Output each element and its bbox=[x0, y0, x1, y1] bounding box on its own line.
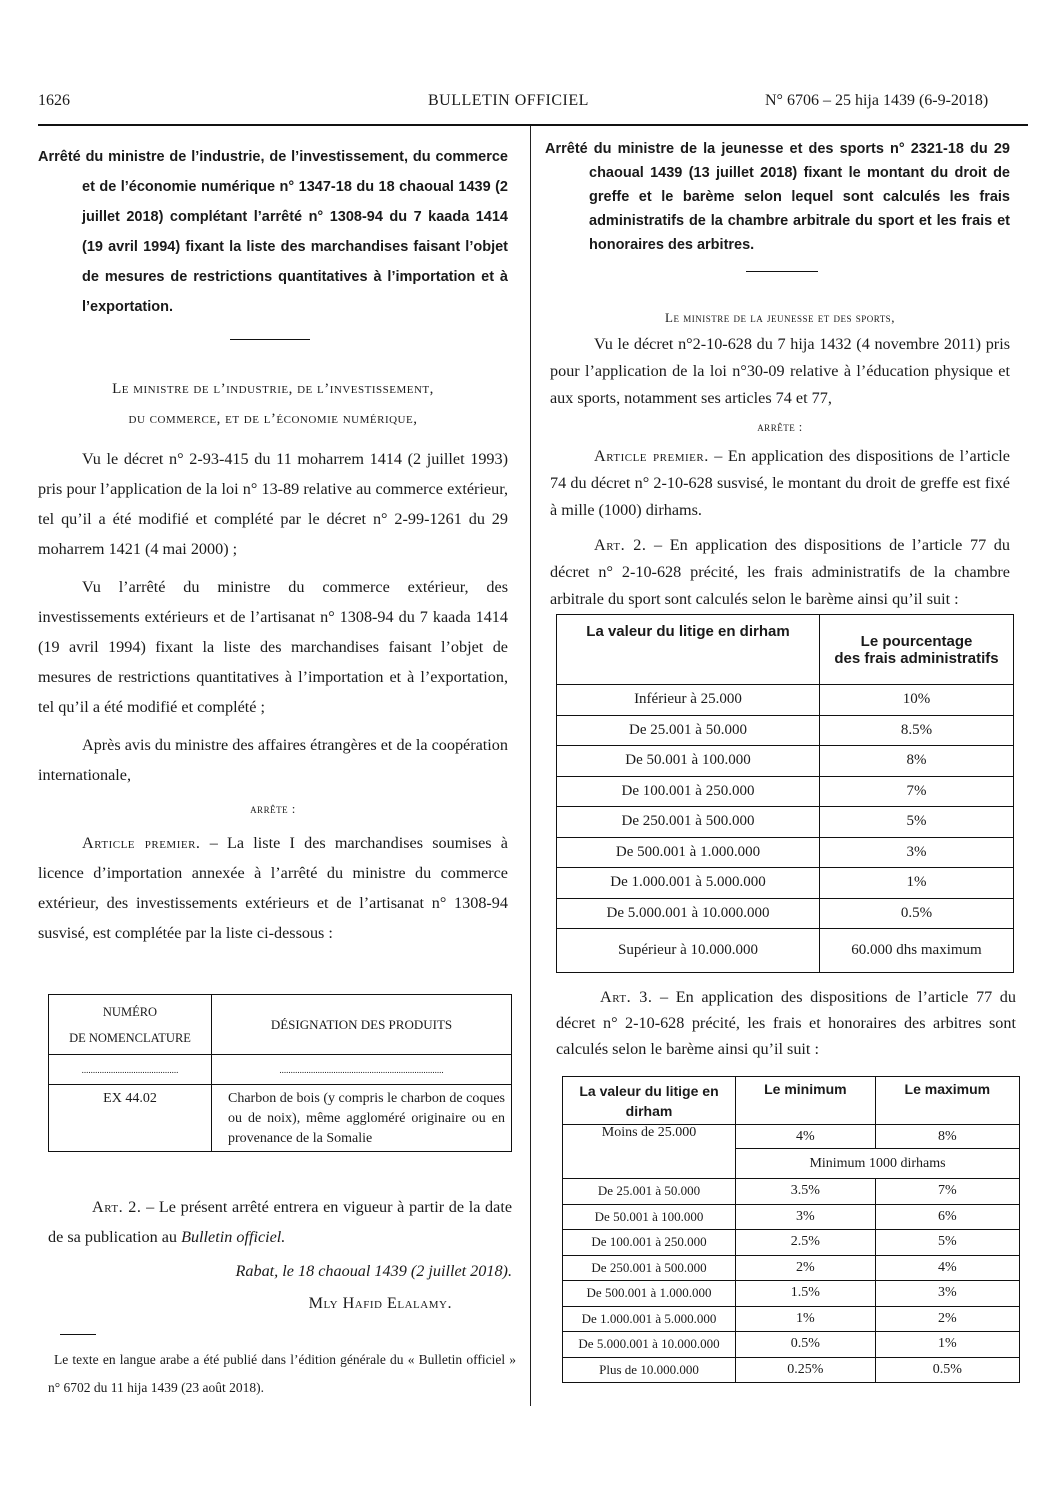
right-title-separator bbox=[746, 271, 818, 272]
right-art2-label: Art. 2. bbox=[594, 536, 647, 554]
maximum-cell: 3% bbox=[875, 1281, 1019, 1307]
minimum-cell: 2% bbox=[736, 1255, 876, 1281]
minimum-cell: 1% bbox=[736, 1306, 876, 1332]
table-row bbox=[557, 776, 1014, 807]
table-row bbox=[563, 1179, 1020, 1205]
right-para-decret: Vu le décret n°2-10-628 du 7 hija 1432 (4 novembre 2011) pris pour l’application de la loi n°30-09 relative à l’éducation physique et aux sports, notamment ses articles 74 et 77, bbox=[550, 335, 1010, 407]
left-article-premier bbox=[38, 828, 508, 948]
footnote: Le texte en langue arabe a été publié dans l’édition générale du « Bulletin officiel » n° 6702 du 11 hija 1439 (23 août 2018). bbox=[48, 1352, 516, 1395]
t2-first-label: Moins de 25.000 bbox=[563, 1125, 736, 1179]
table-row bbox=[563, 1306, 1020, 1332]
table-row bbox=[557, 807, 1014, 838]
range-cell: De 25.001 à 50.000 bbox=[557, 715, 820, 746]
table-row bbox=[557, 715, 1014, 746]
products-table bbox=[48, 994, 512, 1152]
maximum-cell: 6% bbox=[875, 1204, 1019, 1230]
left-art1-label: Article premier. bbox=[82, 834, 201, 852]
maximum-cell: 1% bbox=[875, 1332, 1019, 1358]
percentage-cell: 5% bbox=[820, 807, 1014, 838]
place-date: Rabat, le 18 chaoual 1439 (2 juillet 2018). bbox=[235, 1262, 512, 1280]
right-article-premier bbox=[550, 443, 1010, 524]
nomenclature-header-line2: DE NOMENCLATURE bbox=[69, 1030, 191, 1045]
range-cell: De 25.001 à 50.000 bbox=[563, 1179, 736, 1205]
title-separator bbox=[230, 339, 310, 340]
t2-first-max: 8% bbox=[875, 1125, 1019, 1149]
right-art3-text: – En application des dispositions de l’article 77 du décret n° 2-10-628 précité, les frais et honoraires des arbitres sont calculés selon le barème ainsi qu’il suit : bbox=[556, 988, 1016, 1058]
range-cell: De 100.001 à 250.000 bbox=[557, 776, 820, 807]
dots-cell-1: ........................................... bbox=[49, 1055, 212, 1085]
right-body bbox=[550, 304, 1010, 613]
dots-cell-2: ......................................................................... bbox=[212, 1055, 512, 1085]
right-article-3 bbox=[556, 984, 1016, 1062]
range-cell: De 50.001 à 100.000 bbox=[557, 746, 820, 777]
table-row bbox=[563, 1357, 1020, 1383]
minimum-cell: 3% bbox=[736, 1204, 876, 1230]
t1-body bbox=[557, 685, 1014, 973]
range-cell: De 500.001 à 1.000.000 bbox=[563, 1281, 736, 1307]
table-row bbox=[563, 1230, 1020, 1256]
percentage-cell: 8.5% bbox=[820, 715, 1014, 746]
product-designation: Charbon de bois (y compris le charbon de coques ou de noix), même aggloméré originaire ou en provenance de la Somalie bbox=[212, 1085, 512, 1152]
t2-first-min: 4% bbox=[736, 1125, 876, 1149]
left-column bbox=[38, 142, 508, 322]
right-art1-label: Article premier. bbox=[594, 447, 709, 465]
frais-arbitres-table bbox=[562, 1076, 1020, 1383]
maximum-cell: 0.5% bbox=[875, 1357, 1019, 1383]
frais-administratifs-table bbox=[556, 614, 1014, 973]
left-arrete-heading: arrête : bbox=[250, 801, 296, 816]
minimum-cell: 0.25% bbox=[736, 1357, 876, 1383]
t2-header-valeur: La valeur du litige en dirham bbox=[563, 1077, 736, 1125]
header-rule bbox=[38, 124, 1028, 126]
page-number: 1626 bbox=[38, 92, 70, 109]
right-article-3-block bbox=[556, 984, 1016, 1062]
percentage-cell: 1% bbox=[820, 868, 1014, 899]
minimum-cell: 0.5% bbox=[736, 1332, 876, 1358]
table-row bbox=[557, 685, 1014, 716]
minimum-cell: 1.5% bbox=[736, 1281, 876, 1307]
left-authority-line2: du commerce, et de l’économie numérique, bbox=[128, 411, 418, 427]
table-row bbox=[557, 929, 1014, 973]
signature: Mly Hafid Elalamy. bbox=[308, 1294, 452, 1312]
issue-number: N° 6706 – 25 hija 1439 (6-9-2018) bbox=[765, 92, 989, 109]
right-arrete-heading: arrête : bbox=[757, 420, 803, 434]
range-cell: De 1.000.001 à 5.000.000 bbox=[563, 1306, 736, 1332]
range-cell: Inférieur à 25.000 bbox=[557, 685, 820, 716]
percentage-cell: 10% bbox=[820, 685, 1014, 716]
column-divider bbox=[530, 126, 531, 1406]
table-row bbox=[563, 1204, 1020, 1230]
t1-header-line2: des frais administratifs bbox=[834, 649, 999, 667]
t2-header-minimum: Le minimum bbox=[736, 1077, 876, 1125]
maximum-cell: 2% bbox=[875, 1306, 1019, 1332]
maximum-cell: 5% bbox=[875, 1230, 1019, 1256]
t1-header-pourcentage bbox=[820, 615, 1014, 685]
left-para-avis: Après avis du ministre des affaires étrangères et de la coopération internationale, bbox=[38, 736, 508, 784]
table-row bbox=[557, 868, 1014, 899]
range-cell: De 250.001 à 500.000 bbox=[563, 1255, 736, 1281]
right-column bbox=[545, 137, 1010, 257]
left-art2-italic: Bulletin officiel. bbox=[181, 1228, 286, 1246]
maximum-cell: 4% bbox=[875, 1255, 1019, 1281]
right-article-2 bbox=[550, 532, 1010, 613]
percentage-cell: 7% bbox=[820, 776, 1014, 807]
product-code: EX 44.02 bbox=[49, 1085, 212, 1152]
table-row bbox=[557, 898, 1014, 929]
left-footer-body bbox=[48, 1192, 512, 1318]
left-art2-label: Art. 2. bbox=[92, 1198, 142, 1216]
range-cell: De 5.000.001 à 10.000.000 bbox=[563, 1332, 736, 1358]
left-para-arrete: Vu l’arrêté du ministre du commerce extérieur, des investissements extérieurs et de l’artisanat n° 1308-94 du 7 kaada 1414 (19 avril 1994) fixant la liste des marchandises faisant l’objet de mesures de restrictions quantitatives à l’importation et à l’exportation, tel qu’il a été modifié et complété ; bbox=[38, 578, 508, 716]
right-art1-text: – En application des dispositions de l’article 74 du décret n° 2-10-628 susvisé, le montant du droit de greffe est fixé à mille (1000) dirhams. bbox=[550, 447, 1010, 519]
col-header-designation: DÉSIGNATION DES PRODUITS bbox=[212, 995, 512, 1055]
minimum-cell: 3.5% bbox=[736, 1179, 876, 1205]
left-authority-line1: Le ministre de l’industrie, de l’investissement, bbox=[112, 381, 434, 397]
bulletin-title: BULLETIN OFFICIEL bbox=[428, 92, 589, 109]
t2-first-note: Minimum 1000 dirhams bbox=[736, 1149, 1020, 1179]
table-row bbox=[557, 837, 1014, 868]
right-art3-label: Art. 3. bbox=[600, 988, 653, 1006]
range-cell: De 1.000.001 à 5.000.000 bbox=[557, 868, 820, 899]
left-decree-title: Arrêté du ministre de l’industrie, de l’investissement, du commerce et de l’économie numérique n° 1347-18 du 18 chaoual 1439 (2 juillet 2018) complétant l’arrêté n° 1308-94 du 7 kaada 1414 (19 avril 1994) fixant la liste des marchandises faisant l’objet de mesures de restrictions quantitatives à l’importation et à l’exportation. bbox=[38, 149, 508, 315]
range-cell: De 250.001 à 500.000 bbox=[557, 807, 820, 838]
right-decree-title: Arrêté du ministre de la jeunesse et des sports n° 2321-18 du 29 chaoual 1439 (13 juillet 2018) fixant le montant du droit de greffe et le barème selon lequel sont calculés les frais administratifs de la chambre arbitrale du sport et les frais et honoraires des arbitres. bbox=[545, 141, 1010, 253]
percentage-cell: 3% bbox=[820, 837, 1014, 868]
left-para-decret: Vu le décret n° 2-93-415 du 11 moharrem 1414 (2 juillet 1993) pris pour l’application de la loi n° 13-89 relative au commerce extérieur, tel qu’il a été modifié et complété par le décret n° 2-99-1261 du 29 moharrem 1421 (4 mai 2000) ; bbox=[38, 450, 508, 558]
range-cell: Plus de 10.000.000 bbox=[563, 1357, 736, 1383]
left-body bbox=[38, 374, 508, 948]
t2-body bbox=[563, 1179, 1020, 1383]
right-art2-text: – En application des dispositions de l’article 77 du décret n° 2-10-628 précité, les frais administratifs de la chambre arbitrale du sport sont calculés selon le barème ainsi qu’il suit : bbox=[550, 536, 1010, 608]
t1-header-line1: Le pourcentage bbox=[860, 632, 973, 650]
nomenclature-header-line1: NUMÉRO bbox=[102, 1004, 158, 1019]
left-art2-text: – Le présent arrêté entrera en vigueur à partir de la date de sa publication au bbox=[48, 1198, 513, 1246]
table-row bbox=[563, 1332, 1020, 1358]
table-row bbox=[563, 1281, 1020, 1307]
range-cell: De 5.000.001 à 10.000.000 bbox=[557, 898, 820, 929]
footnote-separator bbox=[60, 1334, 96, 1335]
range-cell: De 500.001 à 1.000.000 bbox=[557, 837, 820, 868]
t2-header-maximum: Le maximum bbox=[875, 1077, 1019, 1125]
minimum-cell: 2.5% bbox=[736, 1230, 876, 1256]
percentage-cell: 0.5% bbox=[820, 898, 1014, 929]
percentage-cell: 60.000 dhs maximum bbox=[820, 929, 1014, 973]
percentage-cell: 8% bbox=[820, 746, 1014, 777]
col-header-nomenclature bbox=[49, 995, 212, 1055]
left-art1-text: – La liste I des marchandises soumises à licence d’importation annexée à l’arrêté du ministre du commerce extérieur, des investissements extérieurs et de l’artisanat n° 1308-94 susvisé, est complétée par la liste ci-dessous : bbox=[38, 834, 508, 942]
range-cell: De 100.001 à 250.000 bbox=[563, 1230, 736, 1256]
range-cell: Supérieur à 10.000.000 bbox=[557, 929, 820, 973]
range-cell: De 50.001 à 100.000 bbox=[563, 1204, 736, 1230]
table-row bbox=[557, 746, 1014, 777]
maximum-cell: 7% bbox=[875, 1179, 1019, 1205]
right-authority: Le ministre de la jeunesse et des sports, bbox=[665, 310, 895, 325]
t1-header-valeur: La valeur du litige en dirham bbox=[557, 615, 820, 685]
table-row bbox=[563, 1255, 1020, 1281]
